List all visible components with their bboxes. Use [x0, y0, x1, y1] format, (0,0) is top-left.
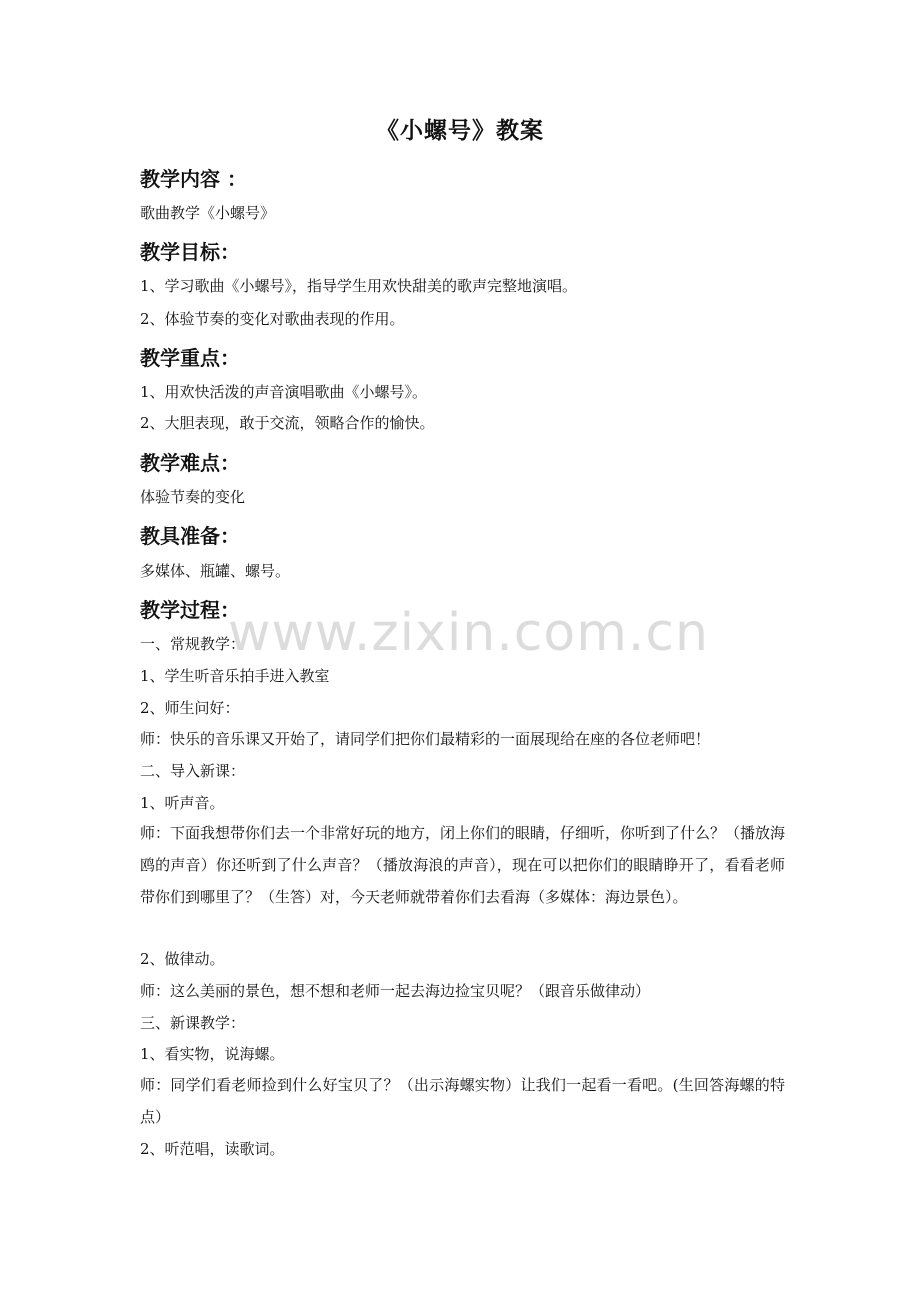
- process-line: 三、新课教学：: [140, 1014, 246, 1032]
- heading-teaching-content: 教学内容 ：: [140, 167, 247, 191]
- process-line: 二、导入新课：: [140, 762, 246, 780]
- materials-line-1: 多媒体、瓶罐、螺号。: [140, 562, 291, 580]
- process-line: 2、听范唱，读歌词。: [140, 1140, 285, 1158]
- process-line: 师：这么美丽的景色，想不想和老师一起去海边捡宝贝呢？（跟音乐做律动）: [140, 982, 651, 1000]
- document-title: 《小螺号》教案: [376, 117, 544, 144]
- process-line: 1、听声音。: [140, 794, 225, 812]
- process-line: 1、看实物，说海螺。: [140, 1045, 285, 1063]
- goals-line-1: 1、学习歌曲《小螺号》，指导学生用欢快甜美的歌声完整地演唱。: [140, 277, 578, 295]
- heading-materials: 教具准备：: [140, 524, 240, 548]
- difficulties-line-1: 体验节奏的变化: [140, 488, 246, 506]
- process-line: 2、做律动。: [140, 950, 225, 968]
- goals-line-2: 2、体验节奏的变化对歌曲表现的作用。: [140, 310, 405, 328]
- process-line: 2、师生问好：: [140, 699, 240, 717]
- heading-key-points: 教学重点：: [140, 346, 240, 370]
- process-line: 一、常规教学：: [140, 635, 246, 653]
- content-line-1: 歌曲教学《小螺号》: [140, 204, 276, 222]
- process-line: 1、学生听音乐拍手进入教室: [140, 667, 330, 685]
- process-paragraph: 师：下面我想带你们去一个非常好玩的地方，闭上你们的眼睛，仔细听，你听到了什么？（播放海鸥的声音）你还听到了什么声音？（播放海浪的声音），现在可以把你们的眼睛睁开了，看看老师带你们到哪里了？（生答）对，今天老师就带着你们去看海（多媒体：海边景色）。: [140, 824, 786, 906]
- key-points-line-1: 1、用欢快活泼的声音演唱歌曲《小螺号》。: [140, 383, 428, 401]
- process-paragraph: 师：同学们看老师捡到什么好宝贝了？（出示海螺实物）让我们一起看一看吧。(生回答海螺的特点）: [140, 1076, 785, 1126]
- process-line: 师：快乐的音乐课又开始了，请同学们把你们最精彩的一面展现给在座的各位老师吧！: [140, 730, 711, 748]
- heading-difficulties: 教学难点：: [140, 451, 240, 475]
- heading-process: 教学过程：: [140, 598, 240, 622]
- watermark: www.zixin.com.cn: [228, 603, 709, 663]
- key-points-line-2: 2、大胆表现，敢于交流，领略合作的愉快。: [140, 414, 435, 432]
- heading-teaching-goals: 教学目标：: [140, 240, 240, 264]
